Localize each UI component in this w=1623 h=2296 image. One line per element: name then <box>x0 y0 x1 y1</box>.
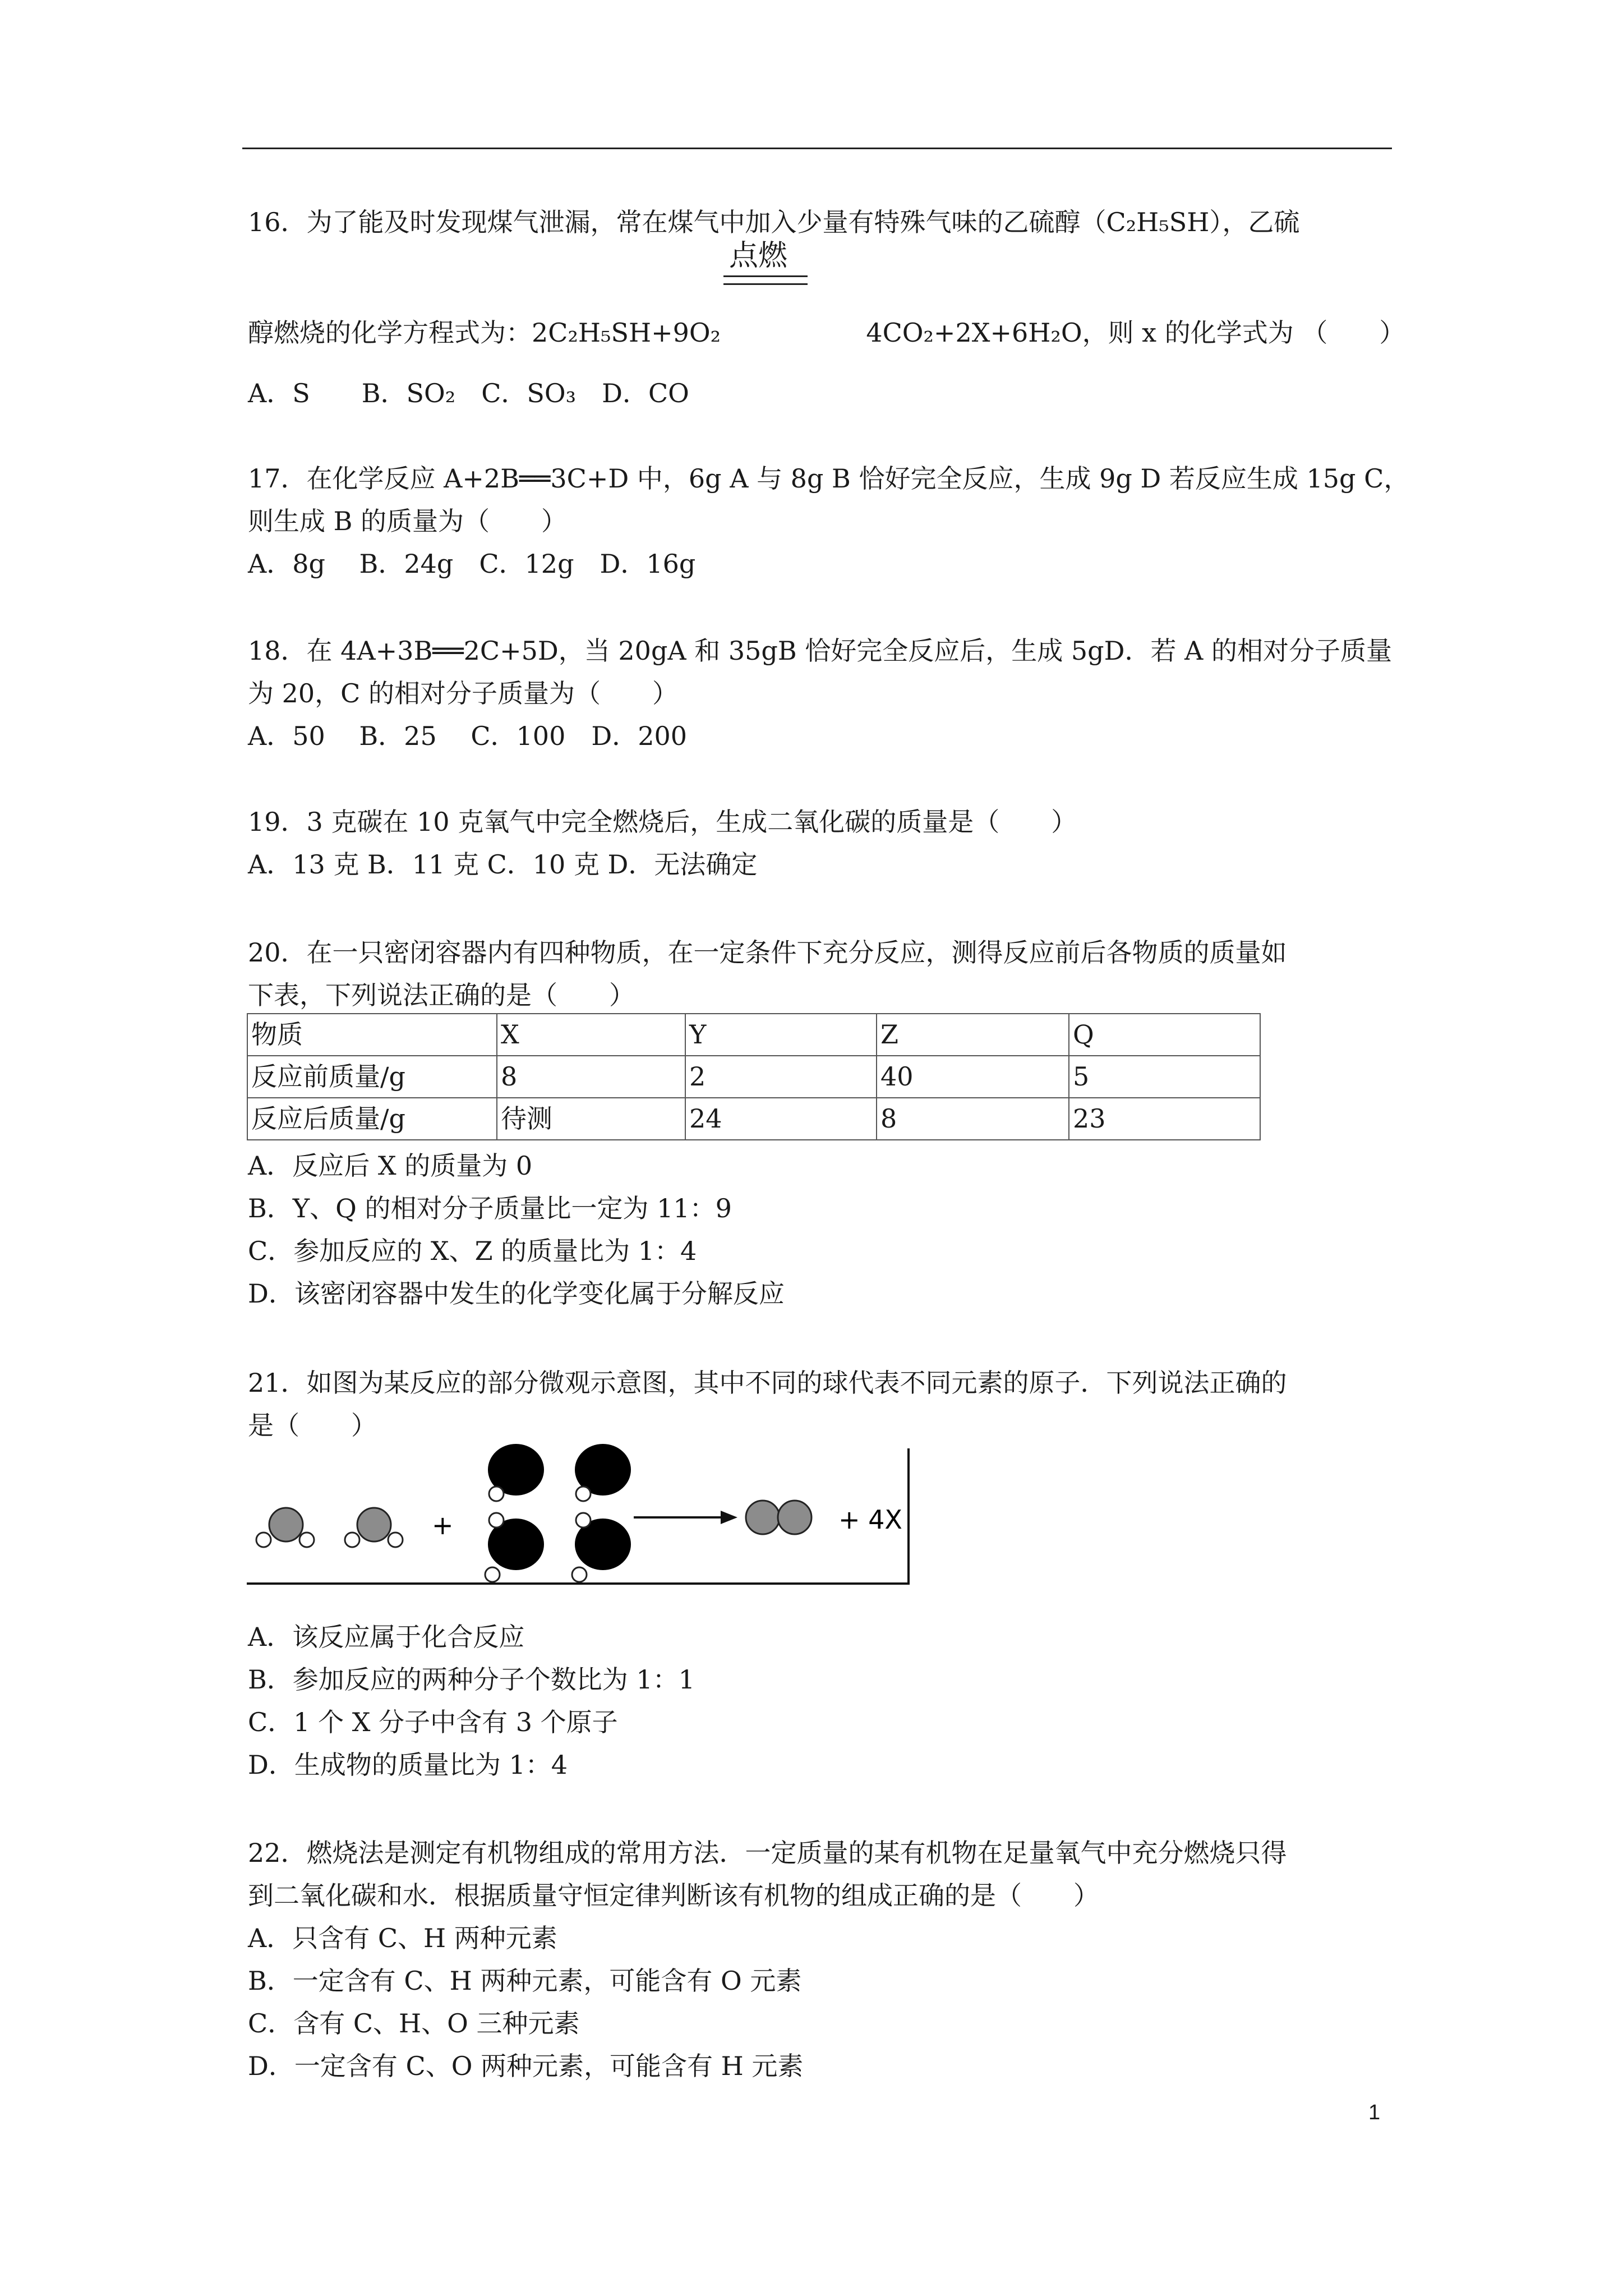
q20-line2: 下表，下列说法正确的是（ ） <box>248 980 635 1010</box>
q21-line1: 21．如图为某反应的部分微观示意图，其中不同的球代表不同元素的原子．下列说法正确的 <box>248 1368 1287 1398</box>
q16-equation-line <box>248 311 1405 354</box>
black-atom-molecule <box>485 1513 544 1582</box>
q16-line1: 16．为了能及时发现煤气泄漏，常在煤气中加入少量有特殊气味的乙硫醇（C₂H₅SH），乙硫 <box>248 207 1300 237</box>
black-atom-molecule <box>572 1513 631 1582</box>
table-cell: Y <box>685 1014 877 1056</box>
question-18 <box>248 629 1398 757</box>
question-22 <box>248 1832 1398 2087</box>
q21-options <box>248 1616 1398 1786</box>
table-cell: 待测 <box>497 1098 685 1140</box>
q21-option-d: D．生成物的质量比为 1：4 <box>248 1750 568 1780</box>
q20-option-b: B．Y、Q 的相对分子质量比一定为 11：9 <box>248 1193 732 1223</box>
q20-option-d: D．该密闭容器中发生的化学变化属于分解反应 <box>248 1278 785 1309</box>
condition-label: 点燃 <box>729 239 788 273</box>
q16-line2-left: 醇燃烧的化学方程式为：2C₂H₅SH+9O₂ <box>248 318 721 348</box>
q18-line1: 18．在 4A+3B══2C+5D，当 20gA 和 35gB 恰好完全反应后，生成 5gD．若 A 的相对分子质量 <box>248 636 1392 666</box>
q17-line2: 则生成 B 的质量为（ ） <box>248 506 568 536</box>
table-cell: X <box>497 1014 685 1056</box>
table-cell: 2 <box>685 1056 877 1098</box>
q17-options: A．8g B．24g C．12g D．16g <box>248 549 696 579</box>
question-20 <box>248 931 1398 1016</box>
q18-line2: 为 20，C 的相对分子质量为（ ） <box>248 678 678 708</box>
question-19 <box>248 800 1398 886</box>
q20-option-c: C．参加反应的 X、Z 的质量比为 1：4 <box>248 1236 697 1266</box>
table-cell: 反应前质量/g <box>247 1056 497 1098</box>
q19-line1: 19．3 克碳在 10 克氧气中完全燃烧后，生成二氧化碳的质量是（ ） <box>248 807 1077 837</box>
page-number: 1 <box>1368 2101 1381 2124</box>
q20-mass-table <box>247 1013 1261 1140</box>
q18-options: A．50 B．25 C．100 D．200 <box>248 721 688 751</box>
table-row <box>247 1098 1260 1140</box>
question-16 <box>248 201 1398 243</box>
plus-4x-label: + 4X <box>838 1504 902 1535</box>
q22-option-b: B．一定含有 C、H 两种元素，可能含有 O 元素 <box>248 1966 802 1996</box>
black-atom-molecule <box>575 1444 631 1501</box>
q20-line1: 20．在一只密闭容器内有四种物质，在一定条件下充分反应，测得反应前后各物质的质量如 <box>248 937 1287 968</box>
product-molecule <box>746 1501 811 1534</box>
equation-sign-top <box>723 275 808 277</box>
table-cell: Q <box>1069 1014 1260 1056</box>
q22-option-d: D．一定含有 C、O 两种元素，可能含有 H 元素 <box>248 2051 804 2081</box>
table-header-row <box>247 1014 1260 1056</box>
q17-line1: 17．在化学反应 A+2B══3C+D 中，6g A 与 8g B 恰好完全反应，生成 9g D 若反应生成 15g C， <box>248 463 1410 494</box>
question-21 <box>248 1361 1398 1447</box>
molecule-reaction-diagram <box>247 1436 914 1588</box>
header-rule <box>242 148 1392 149</box>
water-like-molecule <box>256 1508 314 1547</box>
reaction-arrow <box>634 1511 737 1524</box>
q21-option-a: A．该反应属于化合反应 <box>248 1622 525 1652</box>
q21-option-b: B．参加反应的两种分子个数比为 1：1 <box>248 1664 695 1695</box>
q16-options-text: A．S B．SO₂ C．SO₃ D．CO <box>248 378 689 408</box>
q19-options: A．13 克 B．11 克 C．10 克 D．无法确定 <box>248 849 758 880</box>
q20-options <box>248 1144 1398 1315</box>
table-cell: 8 <box>877 1098 1069 1140</box>
table-cell: 反应后质量/g <box>247 1098 497 1140</box>
reaction-condition <box>723 238 813 306</box>
q22-option-a: A．只含有 C、H 两种元素 <box>248 1923 557 1953</box>
q20-option-a: A．反应后 X 的质量为 0 <box>248 1151 533 1181</box>
reaction-diagram-svg <box>247 1436 914 1588</box>
water-like-molecule <box>345 1508 403 1547</box>
q22-option-c: C．含有 C、H、O 三种元素 <box>248 2008 580 2039</box>
equation-sign-bottom <box>723 283 808 285</box>
question-17 <box>248 457 1410 585</box>
table-cell: 23 <box>1069 1098 1260 1140</box>
q22-line2: 到二氧化碳和水．根据质量守恒定律判断该有机物的组成正确的是（ ） <box>248 1880 1099 1911</box>
table-cell: 8 <box>497 1056 685 1098</box>
q22-line1: 22．燃烧法是测定有机物组成的常用方法．一定质量的某有机物在足量氧气中充分燃烧只得 <box>248 1838 1287 1868</box>
q16-options <box>248 372 1398 415</box>
table-row <box>247 1056 1260 1098</box>
q21-line2: 是（ ） <box>248 1410 377 1441</box>
plus-sign: + <box>432 1510 454 1540</box>
q21-option-c: C．1 个 X 分子中含有 3 个原子 <box>248 1707 618 1737</box>
table-cell: 5 <box>1069 1056 1260 1098</box>
table-cell: 40 <box>877 1056 1069 1098</box>
q16-line2-right: 4CO₂+2X+6H₂O，则 x 的化学式为 （ ） <box>866 318 1405 348</box>
table-cell: Z <box>877 1014 1069 1056</box>
black-atom-molecule <box>488 1444 544 1501</box>
table-cell: 24 <box>685 1098 877 1140</box>
table-cell: 物质 <box>247 1014 497 1056</box>
